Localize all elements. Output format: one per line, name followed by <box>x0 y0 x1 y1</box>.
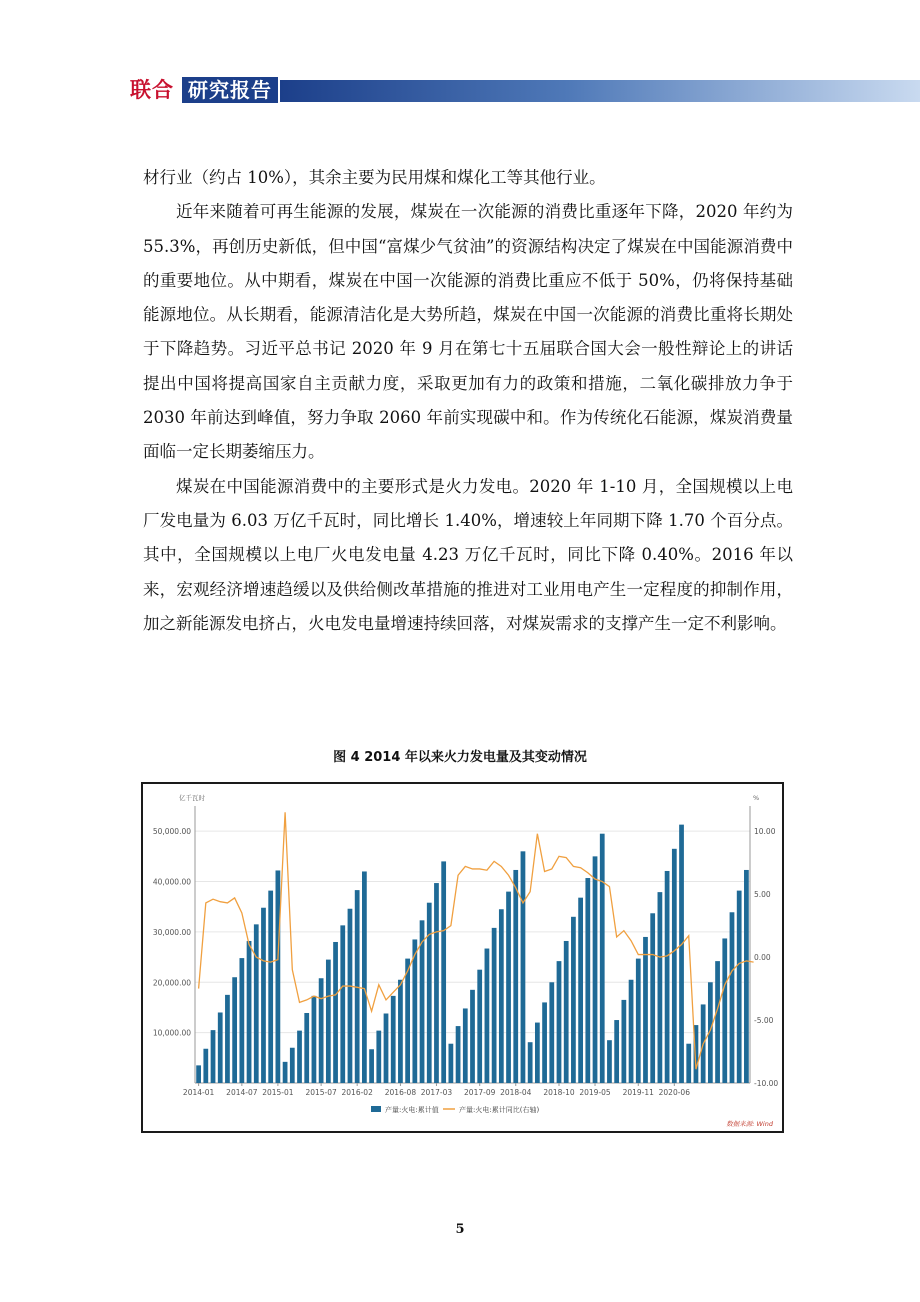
data-bar <box>600 834 605 1083</box>
x-tick-label: 2015-07 <box>305 1088 337 1097</box>
y-tick-label: 10,000.00 <box>152 1028 191 1038</box>
brand-name-blue: 研究报告 <box>182 77 278 103</box>
data-bar <box>650 913 655 1083</box>
data-bar <box>384 1013 389 1083</box>
data-bar <box>412 939 417 1083</box>
x-tick-label: 2014-07 <box>226 1088 258 1097</box>
data-bar <box>578 898 583 1083</box>
data-bar <box>744 870 749 1083</box>
y-tick-label: 30,000.00 <box>152 927 191 937</box>
y2-tick-label: 5.00 <box>754 890 771 900</box>
data-bar <box>513 870 518 1083</box>
data-bar <box>499 909 504 1083</box>
header-gradient-bar <box>280 80 920 102</box>
data-bar <box>441 861 446 1083</box>
data-bar <box>542 1002 547 1083</box>
legend-line-label: 产量:火电:累计同比(右轴) <box>459 1106 540 1114</box>
data-bar <box>434 883 439 1083</box>
data-bar <box>290 1048 295 1083</box>
data-bar <box>658 892 663 1083</box>
data-bar <box>571 917 576 1083</box>
x-tick-label: 2017-03 <box>420 1088 453 1097</box>
data-source: 数据来源: Wind <box>726 1120 773 1128</box>
data-bar <box>715 961 720 1083</box>
x-tick-label: 2018-04 <box>500 1088 532 1097</box>
x-tick-label: 2020-06 <box>658 1088 690 1097</box>
data-bar <box>564 941 569 1083</box>
x-tick-label: 2015-01 <box>262 1088 294 1097</box>
data-bar <box>557 961 562 1083</box>
report-header <box>130 76 920 104</box>
legend-bar-swatch <box>371 1106 381 1112</box>
figure-title: 图 4 2014 年以来火力发电量及其变动情况 <box>333 750 587 765</box>
data-bar <box>679 825 684 1083</box>
data-bar <box>232 977 237 1083</box>
y2-tick-label: 0.00 <box>754 953 771 963</box>
data-bar <box>427 903 432 1083</box>
data-bar <box>470 990 475 1083</box>
x-tick-label: 2017-09 <box>464 1088 496 1097</box>
y2-tick-label: -5.00 <box>754 1016 774 1026</box>
paragraph-1: 材行业（约占 10%），其余主要为民用煤和煤化工等其他行业。 <box>143 168 606 187</box>
page-number: 5 <box>455 1222 465 1237</box>
data-bar <box>636 959 641 1083</box>
data-bar <box>686 1044 691 1083</box>
data-bar <box>405 959 410 1083</box>
data-bar <box>391 996 396 1083</box>
data-bar <box>643 937 648 1083</box>
data-bar <box>722 938 727 1083</box>
data-bar <box>485 949 490 1083</box>
data-bar <box>261 908 266 1083</box>
data-bar <box>672 849 677 1083</box>
data-bar <box>593 856 598 1083</box>
data-bar <box>448 1044 453 1083</box>
data-bar <box>629 980 634 1083</box>
data-bar <box>506 892 511 1083</box>
data-bar <box>463 1008 468 1083</box>
data-bar <box>304 1013 309 1083</box>
data-bar <box>211 1030 216 1083</box>
paragraph-3: 煤炭在中国能源消费中的主要形式是火力发电。2020 年 1-10 月，全国规模以上电厂发电量为 6.03 万亿千瓦时，同比增长 1.40%，增速较上年同期下降 1.70 个百分点。其中，全国规模以上电厂火电发电量 4.23 万亿千瓦时，同比下降 0.40%。2016 年以来，宏观经济增速趋缓以及供给侧改革措施的推进对工业用电产生一定程度的抑制作用，加之新能源发电挤占，火电发电量增速持续回落，对煤炭需求的支撑产生一定不利影响。 <box>143 476 793 633</box>
data-bar <box>218 1012 223 1083</box>
data-bar <box>528 1042 533 1083</box>
data-bar <box>254 924 259 1083</box>
data-bar <box>362 871 367 1083</box>
paragraph-2: 近年来随着可再生能源的发展，煤炭在一次能源的消费比重逐年下降，2020 年约为 55.3%，再创历史新低，但中国“富煤少气贫油”的资源结构决定了煤炭在中国能源消费中的重要地位。从中期看，煤炭在中国一次能源的消费比重应不低于 50%，仍将保持基础能源地位。从长期看，能源清洁化是大势所趋，煤炭在中国一次能源的消费比重将长期处于下降趋势。习近平总书记 2020 年 9 月在第七十五届联合国大会一般性辩论上的讲话提出中国将提高国家自主贡献力度，采取更加有力的政策和措施，二氧化碳排放力争于 2030 年前达到峰值，努力争取 2060 年前实现碳中和。作为传统化石能源，煤炭消费量面临一定长期萎缩压力。 <box>143 202 793 462</box>
chart-frame <box>141 782 784 1133</box>
data-bar <box>276 870 281 1083</box>
data-bar <box>535 1023 540 1083</box>
y2-axis-unit: % <box>753 794 760 802</box>
data-bar <box>492 928 497 1083</box>
x-tick-label: 2019-05 <box>579 1088 611 1097</box>
x-tick-label: 2019-11 <box>622 1088 654 1097</box>
y2-tick-label: -10.00 <box>754 1079 779 1088</box>
data-bar <box>239 958 244 1083</box>
yoy-series-line <box>199 812 754 1069</box>
data-bar <box>247 941 252 1083</box>
data-bar <box>333 942 338 1083</box>
data-bar <box>549 982 554 1083</box>
data-bar <box>521 851 526 1083</box>
data-bar <box>340 925 345 1083</box>
data-bar <box>203 1049 208 1083</box>
data-bar <box>376 1031 381 1083</box>
x-tick-label: 2018-10 <box>543 1088 575 1097</box>
data-bar <box>326 960 331 1083</box>
data-bar <box>297 1031 302 1083</box>
legend-bar-label: 产量:火电:累计值 <box>385 1106 439 1114</box>
data-bar <box>348 909 353 1083</box>
y-tick-label: 50,000.00 <box>152 827 191 837</box>
y-tick-label: 20,000.00 <box>152 978 191 988</box>
x-tick-label: 2016-02 <box>341 1088 373 1097</box>
data-bar <box>665 871 670 1083</box>
body-text <box>143 161 793 641</box>
data-bar <box>607 1040 612 1083</box>
data-bar <box>319 978 324 1083</box>
data-bar <box>369 1049 374 1083</box>
y2-tick-label: 10.00 <box>754 827 776 837</box>
brand-name-red: 联合 <box>130 78 174 102</box>
data-bar <box>398 980 403 1083</box>
data-bar <box>456 1026 461 1083</box>
y-tick-label: 40,000.00 <box>152 877 191 887</box>
data-bar <box>585 878 590 1083</box>
data-bar <box>737 891 742 1083</box>
data-bar <box>283 1062 288 1083</box>
x-tick-label: 2014-01 <box>182 1088 215 1097</box>
data-bar <box>477 970 482 1083</box>
x-tick-label: 2016-08 <box>384 1088 417 1097</box>
data-bar <box>225 995 230 1083</box>
y-axis-unit: 亿千瓦时 <box>179 794 205 802</box>
data-bar <box>312 996 317 1083</box>
data-bar <box>196 1065 201 1083</box>
data-bar <box>730 912 735 1083</box>
thermal-power-chart <box>143 784 782 1131</box>
data-bar <box>621 1000 626 1083</box>
data-bar <box>614 1020 619 1083</box>
data-bar <box>268 891 273 1083</box>
